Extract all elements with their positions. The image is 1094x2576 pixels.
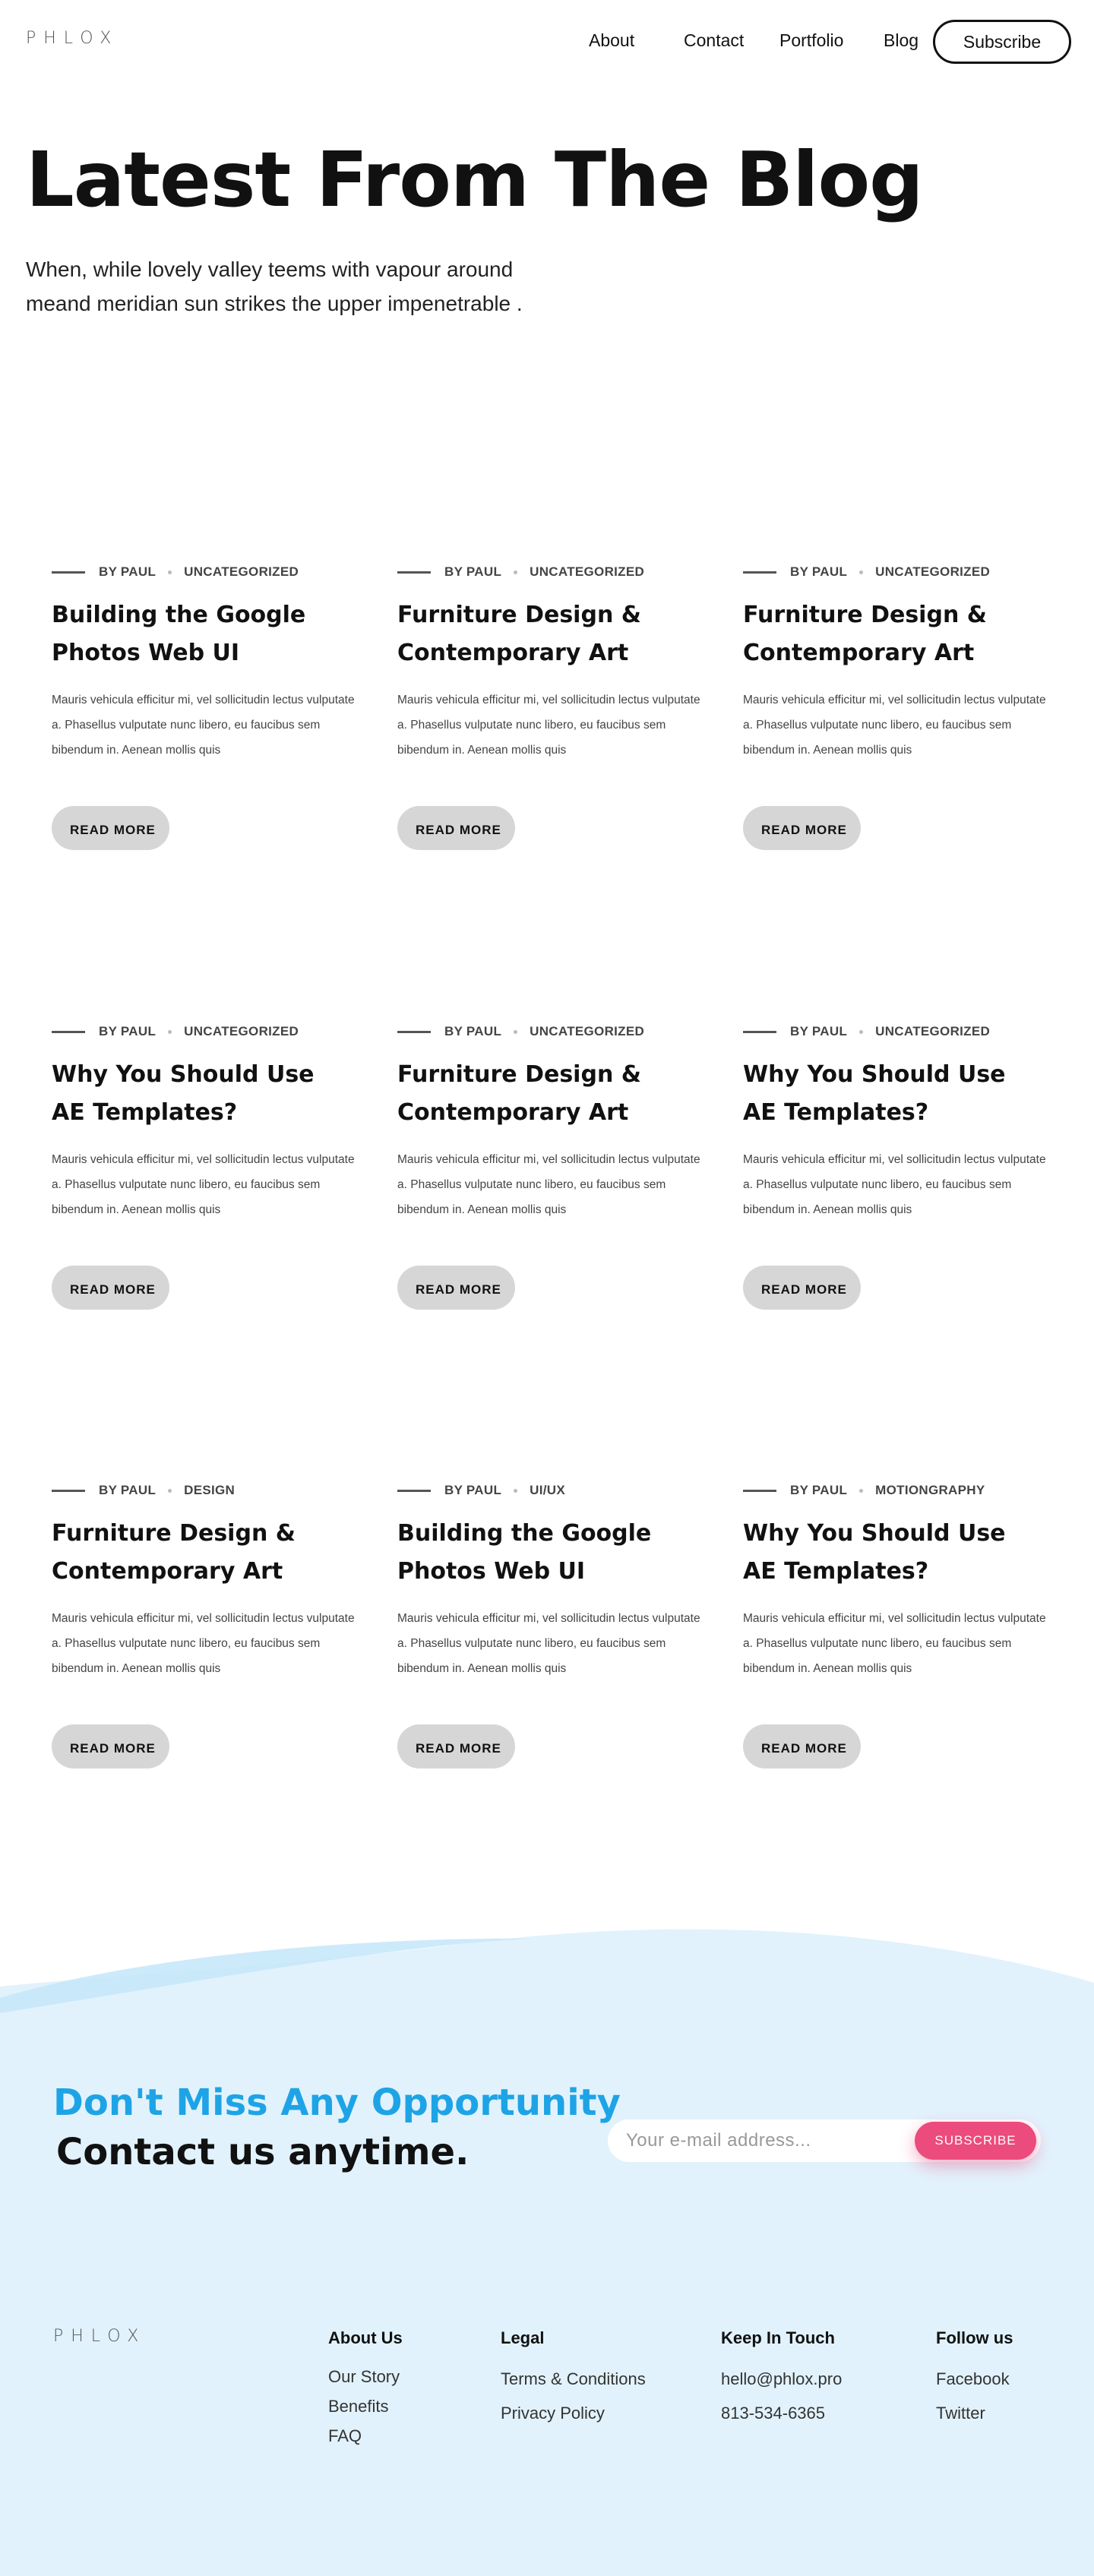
meta-dot: [859, 1030, 863, 1034]
meta-dot: [514, 1030, 517, 1034]
blog-card: [397, 1481, 701, 1800]
meta-divider: [743, 571, 776, 574]
post-meta: [743, 1022, 990, 1041]
meta-divider: [397, 1031, 431, 1033]
footer-heading: About Us: [328, 2328, 403, 2347]
newsletter-form: [608, 2119, 1041, 2162]
blog-card: [52, 1022, 356, 1342]
footer-phone-link[interactable]: 813-534-6365: [721, 2404, 826, 2423]
newsletter-subheadline: Contact us anytime.: [56, 2131, 470, 2173]
footer-link[interactable]: Terms & Conditions: [501, 2369, 646, 2388]
post-category[interactable]: MOTIONGRAPHY: [875, 1483, 985, 1497]
post-author[interactable]: BY PAUL: [790, 1483, 848, 1497]
footer-column-about: [328, 2328, 403, 2451]
main-nav: [589, 20, 1094, 64]
read-more-button[interactable]: READ MORE: [52, 1724, 169, 1768]
page-title: Latest From The Blog: [26, 135, 923, 224]
post-excerpt: Mauris vehicula efficitur mi, vel sollicitudin lectus vulputate a. Phasellus vulputate nunc libero, eu faucibus sem bibendum in. Aenean mollis quis: [743, 694, 1046, 757]
meta-dot: [514, 1489, 517, 1493]
post-category[interactable]: UNCATEGORIZED: [184, 1024, 299, 1038]
footer-link[interactable]: FAQ: [328, 2426, 362, 2445]
post-author[interactable]: BY PAUL: [99, 564, 157, 579]
post-author[interactable]: BY PAUL: [790, 1024, 848, 1038]
post-category[interactable]: UNCATEGORIZED: [875, 1024, 991, 1038]
post-excerpt: Mauris vehicula efficitur mi, vel sollicitudin lectus vulputate a. Phasellus vulputate nunc libero, eu faucibus sem bibendum in. Aenean mollis quis: [397, 1153, 700, 1216]
post-excerpt: Mauris vehicula efficitur mi, vel sollicitudin lectus vulputate a. Phasellus vulputate nunc libero, eu faucibus sem bibendum in. Aenean mollis quis: [397, 1612, 700, 1675]
post-title[interactable]: Building the Google Photos Web UI: [397, 1520, 652, 1585]
nav-link-contact[interactable]: Contact: [684, 30, 745, 50]
post-title[interactable]: Building the Google Photos Web UI: [52, 602, 306, 666]
post-author[interactable]: BY PAUL: [790, 564, 848, 579]
meta-divider: [743, 1031, 776, 1033]
meta-dot: [859, 1489, 863, 1493]
nav-link-blog[interactable]: Blog: [884, 30, 919, 50]
post-meta: [743, 1481, 985, 1500]
meta-divider: [397, 1490, 431, 1492]
blog-card: [743, 563, 1047, 882]
post-title[interactable]: Furniture Design & Contemporary Art: [52, 1520, 296, 1585]
newsletter-subscribe-button[interactable]: SUBSCRIBE: [915, 2122, 1036, 2160]
post-category[interactable]: DESIGN: [184, 1483, 236, 1497]
nav-link-portfolio[interactable]: Portfolio: [779, 30, 844, 50]
post-excerpt: Mauris vehicula efficitur mi, vel sollicitudin lectus vulputate a. Phasellus vulputate nunc libero, eu faucibus sem bibendum in. Aenean mollis quis: [743, 1153, 1046, 1216]
nav-link-about[interactable]: About: [589, 30, 635, 50]
blog-card: [743, 1022, 1047, 1342]
post-title[interactable]: Furniture Design & Contemporary Art: [743, 602, 987, 666]
post-category[interactable]: UNCATEGORIZED: [530, 1024, 645, 1038]
footer-column-contact: [721, 2328, 842, 2430]
footer-link[interactable]: Our Story: [328, 2367, 400, 2386]
post-author[interactable]: BY PAUL: [99, 1483, 157, 1497]
meta-dot: [859, 571, 863, 574]
footer-link[interactable]: Benefits: [328, 2397, 389, 2416]
blog-card: [52, 563, 356, 882]
newsletter-headline: Don't Miss Any Opportunity: [53, 2081, 621, 2124]
post-meta: [52, 563, 299, 581]
site-logo[interactable]: PHLOX: [26, 29, 119, 48]
footer-wave-decoration: [0, 1899, 1094, 2021]
read-more-button[interactable]: READ MORE: [52, 1266, 169, 1310]
post-title[interactable]: Why You Should Use AE Templates?: [743, 1520, 1006, 1585]
footer-column-social: [936, 2328, 1013, 2430]
site-header: [0, 0, 1094, 84]
post-title[interactable]: Why You Should Use AE Templates?: [52, 1061, 315, 1126]
read-more-button[interactable]: READ MORE: [397, 1724, 515, 1768]
post-excerpt: Mauris vehicula efficitur mi, vel sollicitudin lectus vulputate a. Phasellus vulputate nunc libero, eu faucibus sem bibendum in. Aenean mollis quis: [743, 1612, 1046, 1675]
read-more-button[interactable]: READ MORE: [743, 1724, 861, 1768]
post-excerpt: Mauris vehicula efficitur mi, vel sollicitudin lectus vulputate a. Phasellus vulputate nunc libero, eu faucibus sem bibendum in. Aenean mollis quis: [52, 694, 355, 757]
footer-email-link[interactable]: hello@phlox.pro: [721, 2369, 843, 2388]
read-more-button[interactable]: READ MORE: [52, 806, 169, 850]
blog-card: [52, 1481, 356, 1800]
post-excerpt: Mauris vehicula efficitur mi, vel sollicitudin lectus vulputate a. Phasellus vulputate nunc libero, eu faucibus sem bibendum in. Aenean mollis quis: [52, 1153, 355, 1216]
post-title[interactable]: Furniture Design & Contemporary Art: [397, 1061, 641, 1126]
meta-divider: [52, 1490, 85, 1492]
page-subtitle: When, while lovely valley teems with vapour around meand meridian sun strikes the upper impenetrable .: [26, 258, 523, 315]
footer-column-legal: [501, 2328, 646, 2430]
post-category[interactable]: UI/UX: [530, 1483, 565, 1497]
post-author[interactable]: BY PAUL: [444, 1024, 502, 1038]
post-meta: [397, 563, 644, 581]
post-author[interactable]: BY PAUL: [444, 1483, 502, 1497]
footer-logo[interactable]: PHLOX: [53, 2327, 147, 2346]
footer-twitter-link[interactable]: Twitter: [936, 2404, 985, 2423]
read-more-button[interactable]: READ MORE: [743, 806, 861, 850]
email-input[interactable]: [608, 2119, 912, 2162]
footer-heading: Follow us: [936, 2328, 1013, 2347]
post-excerpt: Mauris vehicula efficitur mi, vel sollicitudin lectus vulputate a. Phasellus vulputate nunc libero, eu faucibus sem bibendum in. Aenean mollis quis: [52, 1612, 355, 1675]
footer-heading: Legal: [501, 2328, 545, 2347]
post-meta: [397, 1481, 565, 1500]
post-author[interactable]: BY PAUL: [99, 1024, 157, 1038]
blog-card: [397, 563, 701, 882]
blog-card: [743, 1481, 1047, 1800]
subscribe-nav-button[interactable]: Subscribe: [933, 20, 1071, 64]
post-meta: [743, 563, 990, 581]
post-category[interactable]: UNCATEGORIZED: [875, 564, 991, 579]
footer-heading: Keep In Touch: [721, 2328, 835, 2347]
blog-card: [397, 1022, 701, 1342]
meta-divider: [397, 571, 431, 574]
meta-dot: [168, 1489, 172, 1493]
footer-link[interactable]: Privacy Policy: [501, 2404, 605, 2423]
meta-divider: [743, 1490, 776, 1492]
post-title[interactable]: Why You Should Use AE Templates?: [743, 1061, 1006, 1126]
site-footer: [0, 1899, 1094, 2576]
post-excerpt: Mauris vehicula efficitur mi, vel sollicitudin lectus vulputate a. Phasellus vulputate nunc libero, eu faucibus sem bibendum in. Aenean mollis quis: [397, 694, 700, 757]
read-more-button[interactable]: READ MORE: [397, 1266, 515, 1310]
post-meta: [52, 1481, 235, 1500]
meta-dot: [514, 571, 517, 574]
meta-dot: [168, 1030, 172, 1034]
post-meta: [397, 1022, 644, 1041]
post-category[interactable]: UNCATEGORIZED: [530, 564, 645, 579]
read-more-button[interactable]: READ MORE: [743, 1266, 861, 1310]
footer-facebook-link[interactable]: Facebook: [936, 2369, 1010, 2388]
post-author[interactable]: BY PAUL: [444, 564, 502, 579]
meta-dot: [168, 571, 172, 574]
post-meta: [52, 1022, 299, 1041]
read-more-button[interactable]: READ MORE: [397, 806, 515, 850]
post-category[interactable]: UNCATEGORIZED: [184, 564, 299, 579]
meta-divider: [52, 571, 85, 574]
post-title[interactable]: Furniture Design & Contemporary Art: [397, 602, 641, 666]
meta-divider: [52, 1031, 85, 1033]
